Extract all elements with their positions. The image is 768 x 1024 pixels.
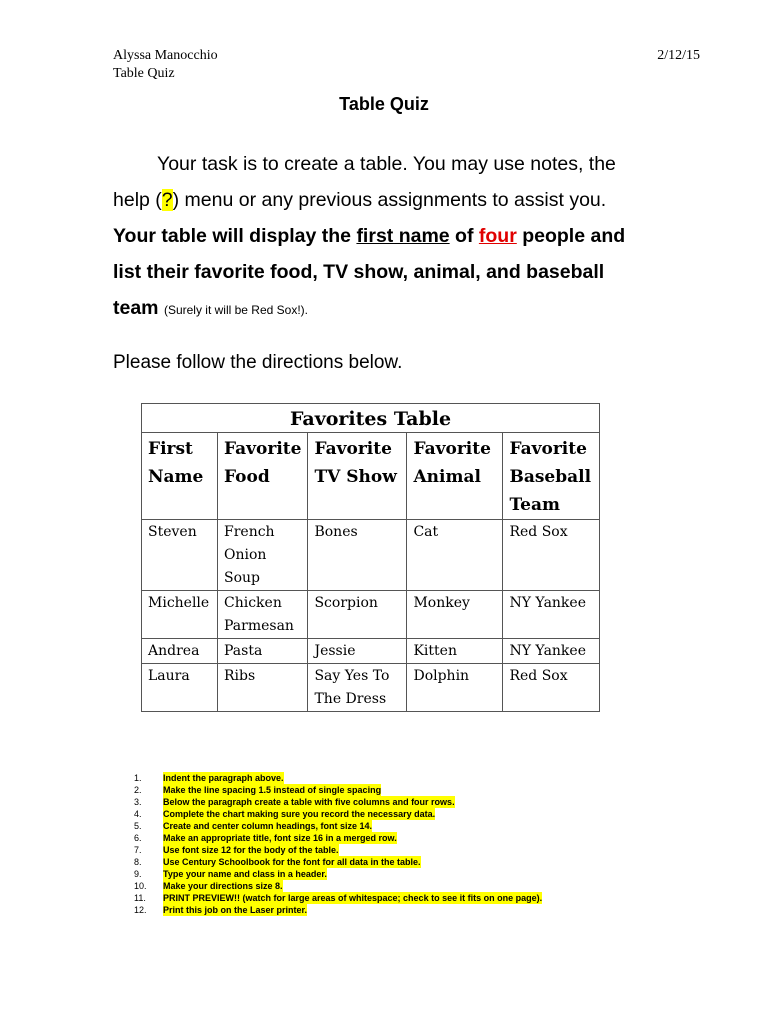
table-cell: NY Yankee (503, 591, 600, 639)
task-paragraph (113, 146, 653, 328)
column-header: Favorite TV Show (308, 433, 407, 520)
direction-item (134, 820, 542, 832)
table-cell: Red Sox (503, 664, 600, 712)
paragraph-sentence-1: Your task is to create a table. You may use notes, the help ( (113, 153, 616, 211)
table-row (142, 664, 600, 712)
table-header-row (142, 433, 600, 520)
table-cell: Kitten (407, 639, 503, 664)
direction-item (134, 880, 542, 892)
paragraph-bold-1: Your table will display the (113, 225, 357, 247)
direction-item (134, 772, 542, 784)
direction-text: Make an appropriate title, font size 16 in a merged row. (163, 833, 397, 843)
direction-text: Make your directions size 8. (163, 881, 283, 891)
direction-item (134, 892, 542, 904)
table-cell: Red Sox (503, 520, 600, 591)
direction-number: 11. (134, 893, 146, 903)
favorites-table (141, 403, 600, 712)
direction-text: Complete the chart making sure you record the necessary data. (163, 809, 436, 819)
direction-text: PRINT PREVIEW!! (watch for large areas of whitespace; check to see it fits on one page). (163, 893, 543, 903)
table-row (142, 591, 600, 639)
paragraph-aside: (Surely it will be Red Sox!). (163, 303, 308, 317)
table-cell: NY Yankee (503, 639, 600, 664)
direction-item (134, 904, 542, 916)
direction-number: 8. (134, 857, 142, 867)
direction-item (134, 844, 542, 856)
direction-item (134, 784, 542, 796)
direction-item (134, 868, 542, 880)
table-row (142, 639, 600, 664)
table-cell: Jessie (308, 639, 407, 664)
direction-item (134, 808, 542, 820)
table-cell: Pasta (218, 639, 308, 664)
direction-number: 5. (134, 821, 142, 831)
direction-item (134, 856, 542, 868)
direction-number: 10. (134, 881, 147, 891)
paragraph-bold-3: people and list their favorite food, TV show, animal, and baseball team (113, 225, 626, 319)
table-cell: Scorpion (308, 591, 407, 639)
direction-number: 7. (134, 845, 142, 855)
header-date: 2/12/15 (657, 48, 700, 63)
direction-item (134, 832, 542, 844)
direction-number: 6. (134, 833, 142, 843)
table-cell: Ribs (218, 664, 308, 712)
column-header: Favorite Food (218, 433, 308, 520)
direction-text: Type your name and class in a header. (163, 869, 327, 879)
direction-number: 12. (134, 905, 147, 915)
direction-item (134, 796, 542, 808)
direction-number: 3. (134, 797, 142, 807)
direction-text: Below the paragraph create a table with five columns and four rows. (163, 797, 455, 807)
page-title: Table Quiz (339, 94, 429, 114)
paragraph-bold-2: of (449, 225, 479, 247)
table-title: Favorites Table (142, 404, 600, 433)
paragraph-sentence-2: ) menu or any previous assignments to assist you. (172, 189, 607, 211)
direction-text: Print this job on the Laser printer. (163, 905, 308, 915)
course-name: Table Quiz (113, 66, 175, 81)
document-header (113, 47, 218, 83)
direction-number: 9. (134, 869, 142, 879)
direction-text: Use Century Schoolbook for the font for all data in the table. (163, 857, 421, 867)
table-cell: Andrea (142, 639, 218, 664)
directions-list (134, 772, 542, 916)
directions-intro: Please follow the directions below. (113, 352, 403, 373)
table-cell: Monkey (407, 591, 503, 639)
help-symbol: ? (161, 189, 173, 211)
table-cell: Bones (308, 520, 407, 591)
table-cell: Cat (407, 520, 503, 591)
table-cell: Dolphin (407, 664, 503, 712)
table-cell: Chicken Parmesan (218, 591, 308, 639)
table-cell: French Onion Soup (218, 520, 308, 591)
direction-text: Make the line spacing 1.5 instead of single spacing (163, 785, 382, 795)
direction-text: Create and center column headings, font size 14. (163, 821, 373, 831)
column-header: First Name (142, 433, 218, 520)
column-header: Favorite Baseball Team (503, 433, 600, 520)
direction-text: Use font size 12 for the body of the table. (163, 845, 339, 855)
direction-text: Indent the paragraph above. (163, 773, 284, 783)
table-caption-row (142, 404, 600, 433)
four-emphasis: four (478, 225, 517, 247)
direction-number: 1. (134, 773, 142, 783)
table-cell: Michelle (142, 591, 218, 639)
table-cell: Laura (142, 664, 218, 712)
column-header: Favorite Animal (407, 433, 503, 520)
direction-number: 4. (134, 809, 142, 819)
table-row (142, 520, 600, 591)
direction-number: 2. (134, 785, 142, 795)
author-name: Alyssa Manocchio (113, 48, 218, 63)
first-name-emphasis: first name (356, 225, 450, 247)
table-cell: Say Yes To The Dress (308, 664, 407, 712)
table-cell: Steven (142, 520, 218, 591)
